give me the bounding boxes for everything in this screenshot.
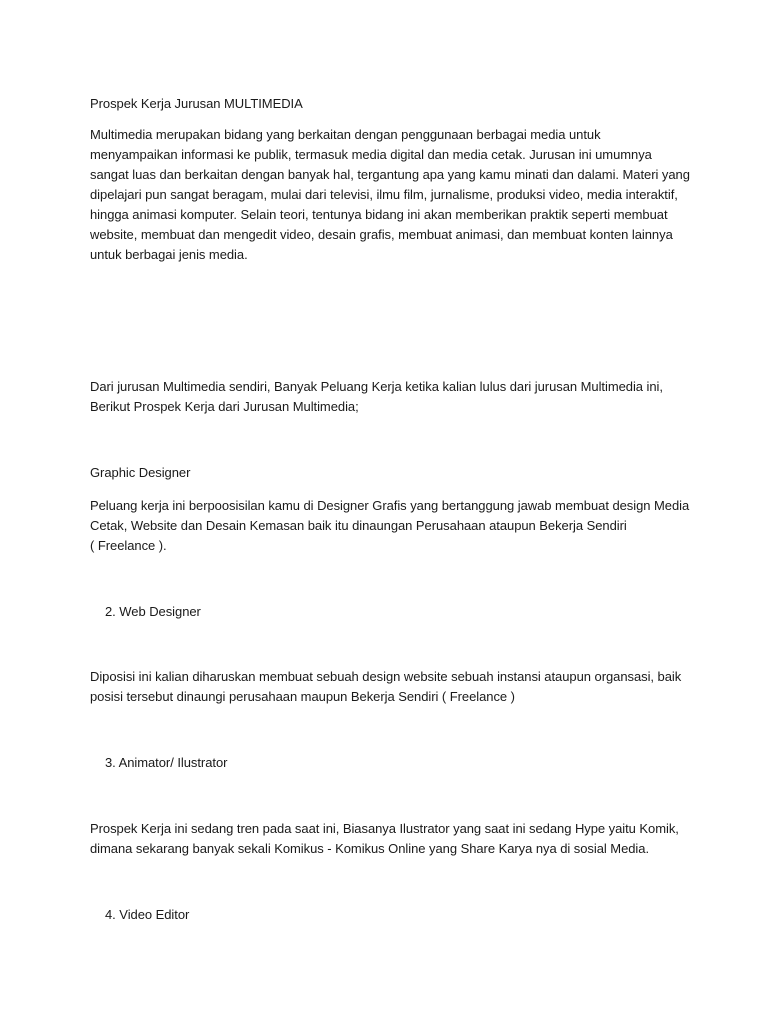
document-title: Prospek Kerja Jurusan MULTIMEDIA [90, 96, 303, 111]
job-desc-graphic-designer [90, 496, 690, 556]
paragraph-line: Cetak, Website dan Desain Kemasan baik itu dinaungan Perusahaan ataupun Bekerja Sendiri [90, 518, 627, 533]
job-heading-video-editor: 4. Video Editor [105, 907, 190, 922]
job-heading-web-designer: 2. Web Designer [105, 604, 201, 619]
paragraph-line: hingga animasi komputer. Selain teori, tentunya bidang ini akan memberikan praktik seperti membuat [90, 207, 668, 222]
paragraph-line: dimana sekarang banyak sekali Komikus - Komikus Online yang Share Karya nya di sosial Media. [90, 841, 650, 856]
paragraph-line: Multimedia merupakan bidang yang berkaitan dengan penggunaan berbagai media untuk [90, 127, 601, 142]
job-heading-graphic-designer: Graphic Designer [90, 465, 191, 480]
intro-paragraph [90, 125, 690, 265]
paragraph-line: Diposisi ini kalian diharuskan membuat sebuah design website sebuah instansi ataupun organsasi, baik [90, 669, 682, 684]
paragraph-line: ( Freelance ). [90, 538, 167, 553]
job-desc-animator [90, 819, 690, 859]
job-desc-web-designer [90, 667, 690, 707]
paragraph-line: Prospek Kerja ini sedang tren pada saat ini, Biasanya Ilustrator yang saat ini sedang Hype yaitu Komik, [90, 821, 679, 836]
paragraph-line: Dari jurusan Multimedia sendiri, Banyak Peluang Kerja ketika kalian lulus dari jurusan Multimedia ini, [90, 379, 663, 394]
lead-paragraph [90, 377, 690, 417]
paragraph-line: Berikut Prospek Kerja dari Jurusan Multimedia; [90, 399, 359, 414]
paragraph-line: untuk berbagai jenis media. [90, 247, 248, 262]
paragraph-line: menyampaikan informasi ke publik, termasuk media digital dan media cetak. Jurusan ini umumnya [90, 147, 652, 162]
paragraph-line: Peluang kerja ini berpoosisilan kamu di Designer Grafis yang bertanggung jawab membuat design Media [90, 498, 690, 513]
paragraph-line: posisi tersebut dinaungi perusahaan maupun Bekerja Sendiri ( Freelance ) [90, 689, 515, 704]
paragraph-line: sangat luas dan berkaitan dengan banyak hal, tergantung apa yang kamu minati dan dalami. Materi yang [90, 167, 690, 182]
job-heading-animator: 3. Animator/ Ilustrator [105, 755, 228, 770]
paragraph-line: website, membuat dan mengedit video, desain grafis, membuat animasi, dan membuat konten lainnya [90, 227, 673, 242]
paragraph-line: dipelajari pun sangat beragam, mulai dari televisi, ilmu film, jurnalisme, produksi video, media interaktif, [90, 187, 678, 202]
